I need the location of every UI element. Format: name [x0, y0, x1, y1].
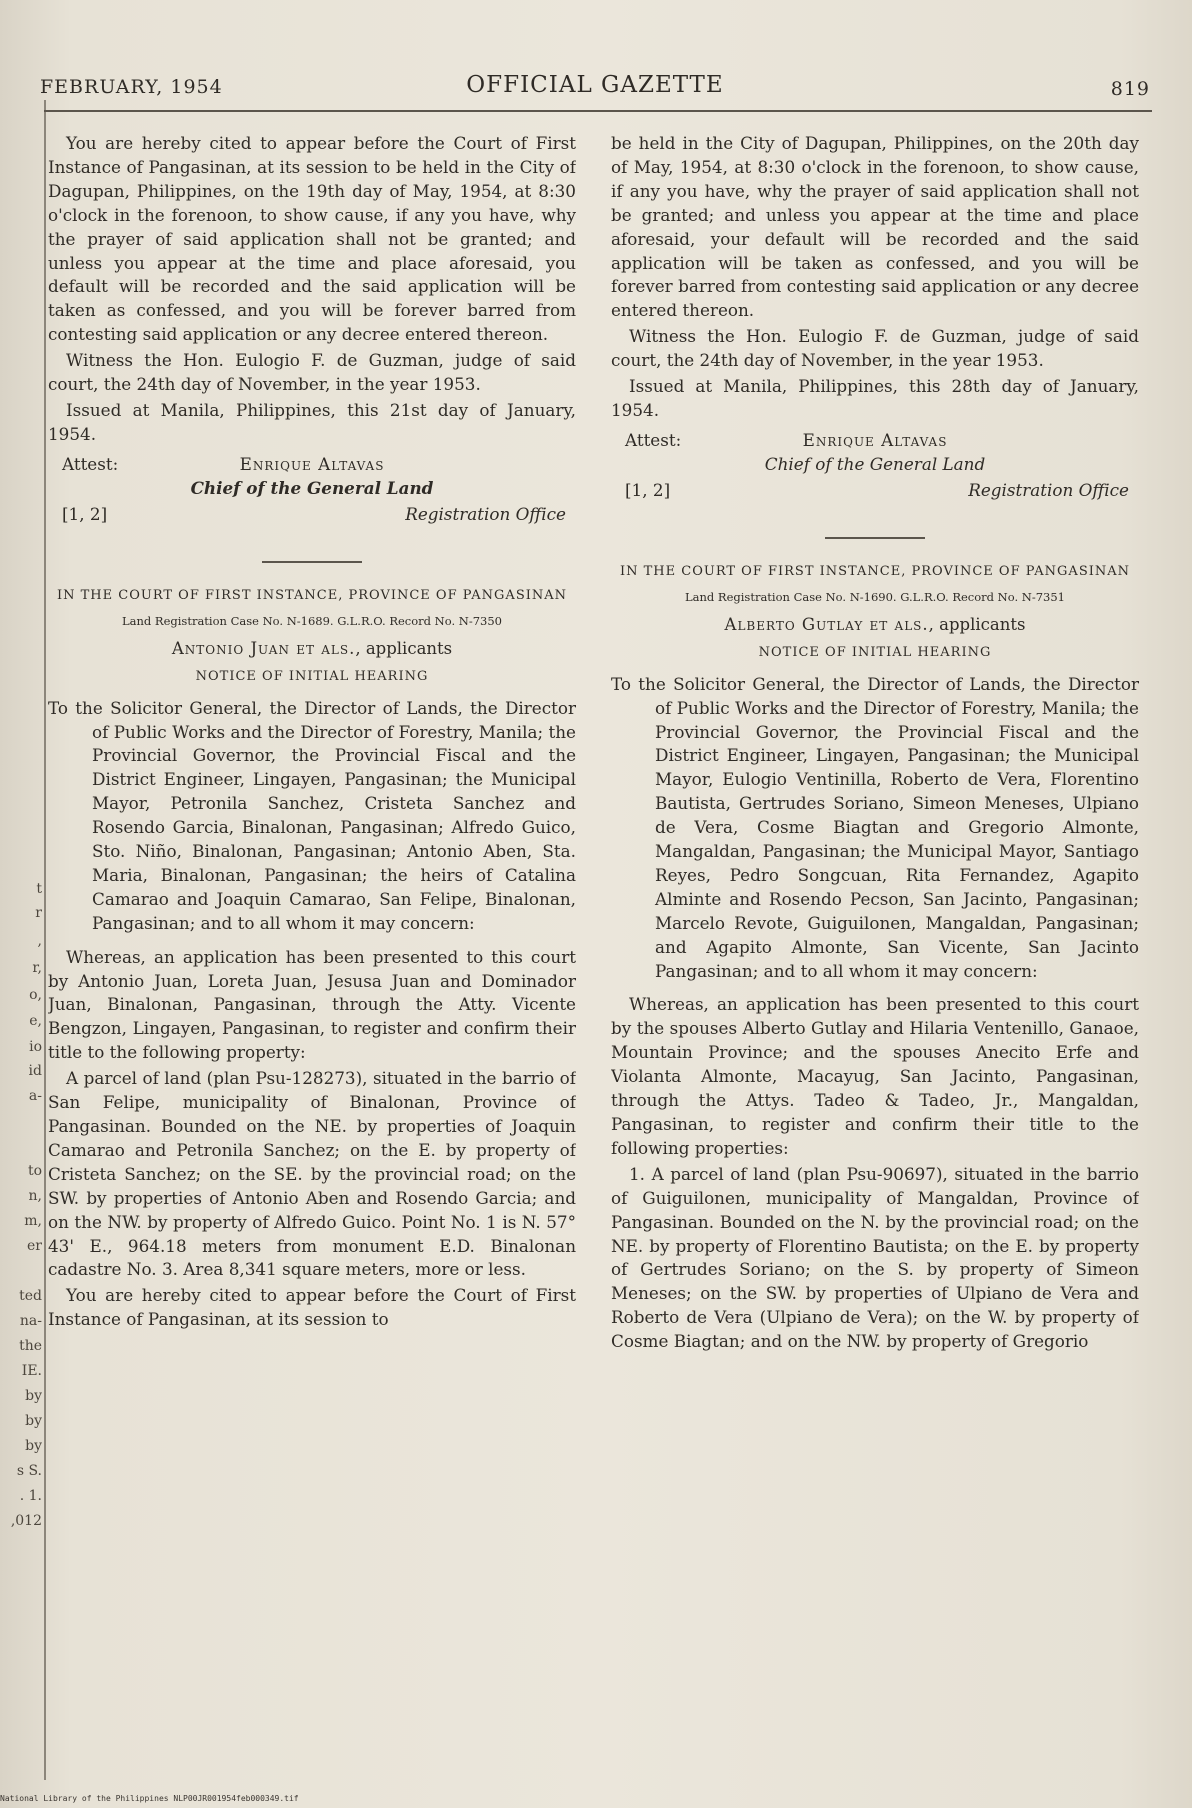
office-name: Registration Office — [405, 503, 566, 524]
margin-fragment: a- — [28, 1088, 42, 1104]
addressee-paragraph: To the Solicitor General, the Director of Lands, the Director of Public Works and the Director of Forestry, Manila; the Provincial Governor, the Provincial Fiscal and the District Engineer, Lingayen, Pangasinan; the Municipal Mayor, Eulogio Ventinilla, Roberto de Vera, Florentino Bautista, Gertrudes Soriano, Simeon Meneses, Ulpiano de Vera, Cosme Biagtan and Gregorio Almonte, Mangaldan, Pangasinan; the Municipal Mayor, Santiago Reyes, Pedro Songcuan, Rita Fernandez, Agapito Alminte and Rosendo Pecson, San Jacinto, Pangasinan; Marcelo Revote, Guiguilonen, Mangaldan, Pangasinan; and Agapito Almonte, San Vicente, San Jacinto Pangasinan; and to all whom it may concern: — [611, 673, 1139, 981]
applicants-suffix: , applicants — [928, 614, 1026, 634]
attestation — [48, 453, 576, 543]
margin-fragment: io — [29, 1039, 42, 1055]
attest-label: Attest: — [62, 453, 119, 474]
margin-fragment: by — [25, 1413, 42, 1429]
attest-label: Attest: — [625, 429, 682, 450]
margin-fragment: IE. — [21, 1363, 42, 1379]
margin-fragment: m, — [24, 1213, 42, 1229]
archive-identifier: National Library of the Philippines NLP00JR001954feb000349.tif — [0, 1794, 299, 1803]
applicants-line — [48, 637, 576, 661]
margin-fragment: . 1. — [19, 1488, 42, 1504]
attestation — [611, 429, 1139, 519]
witness-paragraph: Witness the Hon. Eulogio F. de Guzman, judge of said court, the 24th day of November, in the year 1953. — [48, 350, 576, 395]
addressee-paragraph: To the Solicitor General, the Director of Lands, the Director of Public Works and the Director of Forestry, Manila; the Provincial Governor, the Provincial Fiscal and the District Engineer, Lingayen, Pangasinan; the Municipal Mayor, Petronila Sanchez, Cristeta Sanchez and Rosendo Garcia, Binalonan, Pangasinan; Alfredo Guico, Sto. Niño, Binalonan, Pangasinan; Antonio Aben, Sta. Maria, Binalonan, Pangasinan; the heirs of Catalina Camarao and Joaquin Camarao, San Felipe, Binalonan, Pangasinan; and to all whom it may concern: — [48, 697, 576, 933]
margin-fragment: by — [25, 1438, 42, 1454]
court-heading: IN THE COURT OF FIRST INSTANCE, PROVINCE OF PANGASINAN — [56, 587, 567, 603]
issued-paragraph: Issued at Manila, Philippines, this 21st day of January, 1954. — [48, 399, 576, 444]
publication-title: OFFICIAL GAZETTE — [466, 72, 724, 98]
margin-fragment: er — [27, 1238, 42, 1254]
court-heading: IN THE COURT OF FIRST INSTANCE, PROVINCE OF PANGASINAN — [619, 563, 1130, 579]
section-divider — [825, 537, 925, 539]
header-rule — [44, 110, 1152, 112]
issue-reference: [1, 2] — [62, 503, 108, 524]
section-divider — [262, 561, 362, 563]
issued-paragraph: Issued at Manila, Philippines, this 28th day of January, 1954. — [611, 376, 1139, 420]
applicants-line — [611, 613, 1139, 637]
case-number: Land Registration Case No. N-1689. G.L.R.O. Record No. N-7350 — [122, 613, 502, 628]
right-column — [611, 132, 1139, 1762]
whereas-paragraph: Whereas, an application has been presented to this court by Antonio Juan, Loreta Juan, Jesusa Juan and Dominador Juan, Binalonan, Pangasinan, through the Atty. Vicente Bengzon, Lingayen, Pangasinan, to register and confirm their title to the following property: — [48, 946, 576, 1063]
case-number: Land Registration Case No. N-1690. G.L.R.O. Record No. N-7351 — [685, 589, 1065, 604]
margin-fragment: by — [25, 1388, 42, 1404]
margin-fragment: o, — [29, 987, 42, 1003]
margin-fragment: n, — [28, 1188, 42, 1204]
margin-fragment: e, — [29, 1013, 42, 1029]
running-header — [40, 68, 1150, 108]
margin-fragment: to — [27, 1163, 42, 1179]
applicants-name: Antonio Juan et als. — [171, 638, 356, 658]
notice-title: NOTICE OF INITIAL HEARING — [195, 668, 429, 684]
margin-fragment: na- — [19, 1313, 42, 1329]
parcel-paragraph: 1. A parcel of land (plan Psu-90697), situated in the barrio of Guiguilonen, municipality of Mangaldan, Province of Pangasinan. Bounded on the N. by the provincial road; on the NE. by property of Florentino Bautista; on the E. by property of Gertrudes Soriano; on the S. by property of Simeon Meneses; on the SW. by properties of Ulpiano de Vera and Roberto de Vera (Ulpiano de Vera); on the W. by property of Cosme Biagtan; and on the NW. by property of Gregorio — [611, 1163, 1139, 1352]
margin-fragment: id — [28, 1063, 42, 1079]
left-column — [48, 132, 576, 1762]
cited-paragraph: You are hereby cited to appear before the Court of First Instance of Pangasinan, at its session to — [48, 1285, 576, 1330]
margin-fragment: , — [37, 933, 42, 949]
signatory-title: Chief of the General Land — [764, 453, 986, 474]
page-number: 819 — [1110, 78, 1150, 100]
whereas-paragraph: Whereas, an application has been presented to this court by the spouses Alberto Gutlay and Hilaria Ventenillo, Ganaoe, Mountain Province; and the spouses Anecito Erfe and Violanta Almonte, Macayug, San Jacinto, Pangasinan, through the Attys. Tadeo & Tadeo, Jr., Mangaldan, Pangasinan, to register and confirm their title to the following properties: — [611, 994, 1139, 1158]
signatory-title: Chief of the General Land — [190, 477, 434, 498]
margin-fragment: the — [19, 1338, 42, 1354]
continuation-paragraph: You are hereby cited to appear before the Court of First Instance of Pangasinan, at its session to be held in the City of Dagupan, Philippines, on the 19th day of May, 1954, at 8:30 o'clock in the forenoon, to show cause, if any you have, why the prayer of said application shall not be granted; and unless you appear at the time and place aforesaid, you default will be recorded and the said application will be taken as confessed, and you will be forever barred from contesting said application or any decree entered thereon. — [48, 133, 576, 345]
signatory-name: Enrique Altavas — [239, 453, 385, 474]
parcel-paragraph: A parcel of land (plan Psu-128273), situated in the barrio of San Felipe, municipality of Binalonan, Province of Pangasinan. Bounded on the NE. by properties of Joaquin Camarao and Petronila Sanchez; on the E. by property of Cristeta Sanchez; on the SE. by the provincial road; on the SW. by properties of Antonio Aben and Rosendo Garcia; and on the NW. by property of Alfredo Guico. Point No. 1 is N. 57° 43' E., 964.18 meters from monument E.D. Binalonan cadastre No. 3. Area 8,341 square meters, more or less. — [48, 1068, 576, 1280]
applicants-suffix: , applicants — [355, 638, 453, 658]
margin-fragment: r, — [32, 960, 42, 976]
continuation-paragraph: be held in the City of Dagupan, Philippines, on the 20th day of May, 1954, at 8:30 o'clock in the forenoon, to show cause, if any you have, why the prayer of said application shall not be granted; and unless you appear at the time and place aforesaid, your default will be recorded and the said application will be taken as confessed, and you will be forever barred from contesting said application or any decree entered thereon. — [611, 133, 1139, 321]
applicants-name: Alberto Gutlay et als. — [724, 614, 929, 634]
margin-fragment: t — [36, 881, 42, 897]
office-name: Registration Office — [968, 479, 1129, 500]
issue-date: FEBRUARY, 1954 — [40, 76, 223, 98]
margin-fragment: r — [35, 905, 42, 921]
notice-title: NOTICE OF INITIAL HEARING — [758, 644, 992, 660]
signatory-name: Enrique Altavas — [802, 429, 948, 450]
issue-reference: [1, 2] — [625, 479, 671, 500]
witness-paragraph: Witness the Hon. Eulogio F. de Guzman, judge of said court, the 24th day of November, in the year 1953. — [611, 326, 1139, 371]
gutter-rule — [44, 100, 46, 1780]
margin-fragment: ,012 — [10, 1513, 42, 1529]
margin-fragment: ted — [19, 1288, 42, 1304]
margin-fragment: s S. — [16, 1463, 42, 1479]
